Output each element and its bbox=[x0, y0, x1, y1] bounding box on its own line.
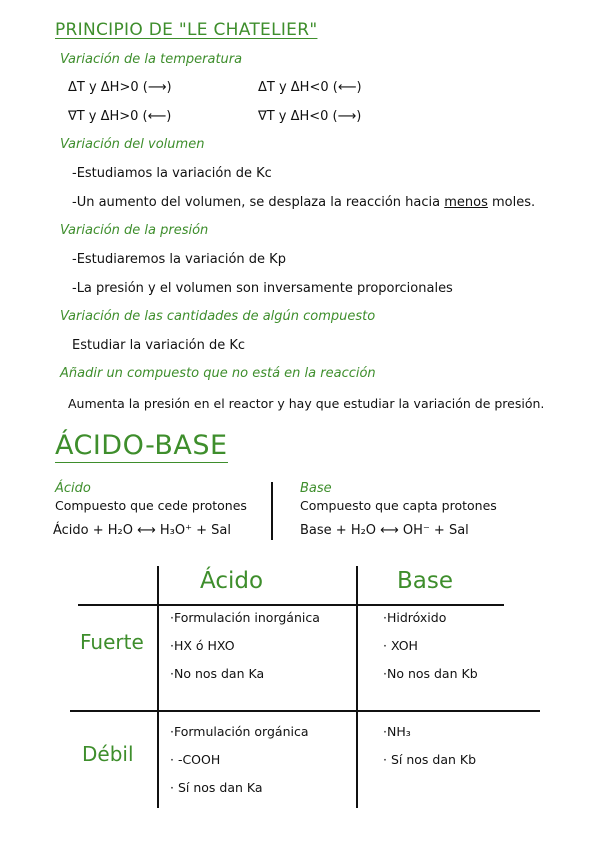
temp-rule-1: ΔT y ΔH>0 (⟶) bbox=[68, 80, 172, 95]
presion-line-2: -La presión y el volumen son inversamente proporcionales bbox=[72, 281, 453, 296]
list-item: ·Hidróxido bbox=[383, 610, 447, 625]
temperatura-row-1 bbox=[68, 80, 398, 95]
volumen-line-2 bbox=[72, 195, 535, 210]
list-item: ·No nos dan Kb bbox=[383, 666, 478, 681]
volumen-line-2-emphasis: menos bbox=[444, 195, 488, 210]
section-title-acido-base: ÁCIDO-BASE bbox=[55, 430, 228, 461]
cell-fuerte-base bbox=[383, 604, 478, 688]
acido-base-divider bbox=[271, 482, 273, 540]
volumen-line-2-a: -Un aumento del volumen, se desplaza la reacción hacia bbox=[72, 195, 445, 210]
list-item: ·Formulación inorgánica bbox=[170, 610, 320, 625]
table-vline-1 bbox=[157, 566, 159, 808]
acido-definition: Compuesto que cede protones bbox=[55, 498, 247, 513]
temp-rule-3: ∇T y ΔH>0 (⟵) bbox=[68, 109, 172, 124]
temp-rule-2: ΔT y ΔH<0 (⟵) bbox=[258, 80, 362, 95]
cell-debil-acido bbox=[170, 718, 309, 802]
table-row-fuerte: Fuerte bbox=[80, 630, 144, 654]
list-item: · Sí nos dan Kb bbox=[383, 752, 477, 767]
list-item: ·Formulación orgánica bbox=[170, 724, 309, 739]
volumen-line-1: -Estudiamos la variación de Kc bbox=[72, 166, 272, 181]
page-title: PRINCIPIO DE "LE CHATELIER" bbox=[55, 20, 318, 40]
list-item: ·NH₃ bbox=[383, 724, 411, 739]
temperatura-row-2 bbox=[68, 109, 398, 124]
presion-line-1: -Estudiaremos la variación de Kp bbox=[72, 252, 286, 267]
heading-temperatura: Variación de la temperatura bbox=[60, 52, 243, 67]
table-hline-middle bbox=[70, 710, 540, 712]
anadir-line-1: Aumenta la presión en el reactor y hay que estudiar la variación de presión. bbox=[68, 396, 545, 411]
base-definition: Compuesto que capta protones bbox=[300, 498, 497, 513]
list-item: ·No nos dan Ka bbox=[170, 666, 265, 681]
table-vline-2 bbox=[356, 566, 358, 808]
base-equation: Base + H₂O ⟷ OH⁻ + Sal bbox=[300, 523, 469, 538]
table-col-acido: Ácido bbox=[200, 568, 264, 594]
heading-anadir: Añadir un compuesto que no está en la reacción bbox=[60, 366, 376, 381]
cell-debil-base bbox=[383, 718, 476, 774]
list-item: · Sí nos dan Ka bbox=[170, 780, 263, 795]
heading-presion: Variación de la presión bbox=[60, 223, 209, 238]
list-item: · -COOH bbox=[170, 752, 221, 767]
list-item: · XOH bbox=[383, 638, 418, 653]
table-col-base: Base bbox=[397, 568, 454, 594]
acido-equation: Ácido + H₂O ⟷ H₃O⁺ + Sal bbox=[53, 523, 231, 538]
cell-fuerte-acido bbox=[170, 604, 320, 688]
heading-volumen: Variación del volumen bbox=[60, 137, 205, 152]
list-item: ·HX ó HXO bbox=[170, 638, 235, 653]
table-row-debil: Débil bbox=[82, 742, 134, 766]
volumen-line-2-c: moles. bbox=[487, 195, 536, 210]
acido-label: Ácido bbox=[55, 481, 91, 496]
temp-rule-4: ∇T y ΔH<0 (⟶) bbox=[258, 109, 362, 124]
cantidades-line-1: Estudiar la variación de Kc bbox=[72, 338, 246, 353]
base-label: Base bbox=[300, 481, 332, 496]
heading-cantidades: Variación de las cantidades de algún compuesto bbox=[60, 309, 376, 324]
